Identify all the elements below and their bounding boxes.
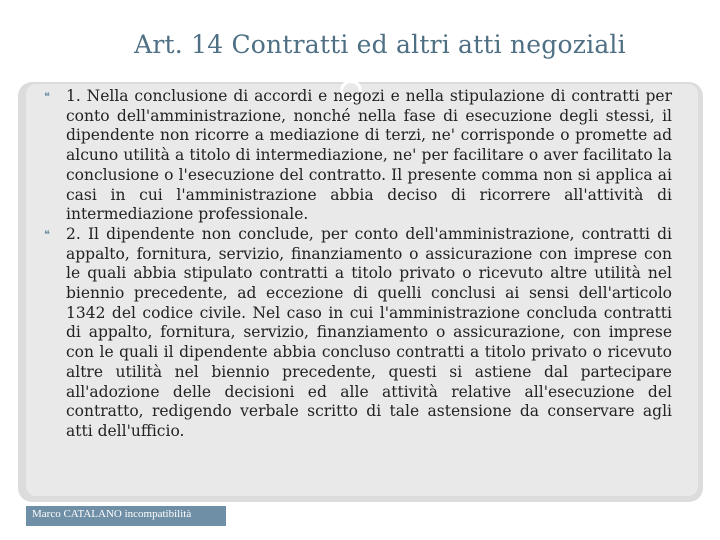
slide-title: Art. 14 Contratti ed altri atti negoziali: [134, 30, 626, 59]
bullet-icon: ❝: [44, 227, 50, 241]
body-text: [36, 87, 672, 442]
footer-text: Marco CATALANO incompatibilità: [32, 508, 192, 520]
paragraph-2-text: 2. Il dipendente non conclude, per conto dell'amministrazione, contratti di appalto, fornitura, servizio, finanziamento o assicurazione con imprese con le quali abbia stipulato contratti a titolo privato o ricevuto altre utilità nel biennio precedente, ad eccezione di quelli conclusi ai sensi dell'articolo 1342 del codice civile. Nel caso in cui l'amministrazione concluda contratti di appalto, fornitura, servizio, finanziamento o assicurazione, con imprese con le quali il dipendente abbia concluso contratti a titolo privato o ricevuto altre utilità nel biennio precedente, questi si astiene dal partecipare all'adozione delle decisioni ed alle attività relative all'esecuzione del contratto, redigendo verbale scritto di tale astensione da conservare agli atti dell'ufficio.: [66, 224, 672, 440]
paragraph-1: [36, 87, 672, 225]
bullet-icon: ❝: [44, 90, 50, 103]
paragraph-1-text: 1. Nella conclusione di accordi e negozi e nella stipulazione di contratti per conto dell'amministrazione, nonché nella fase di esecuzione degli stessi, il dipendente non ricorre a mediazione di terzi, ne' corrisponde o promette ad alcuno utilità a titolo di intermediazione, ne' per facilitare o aver facilitato la conclusione o l'esecuzione del contratto. Il presente comma non si applica ai casi in cui l'amministrazione abbia deciso di ricorrere all'attività di intermediazione professionale.: [66, 87, 672, 224]
paragraph-2: [36, 225, 672, 442]
